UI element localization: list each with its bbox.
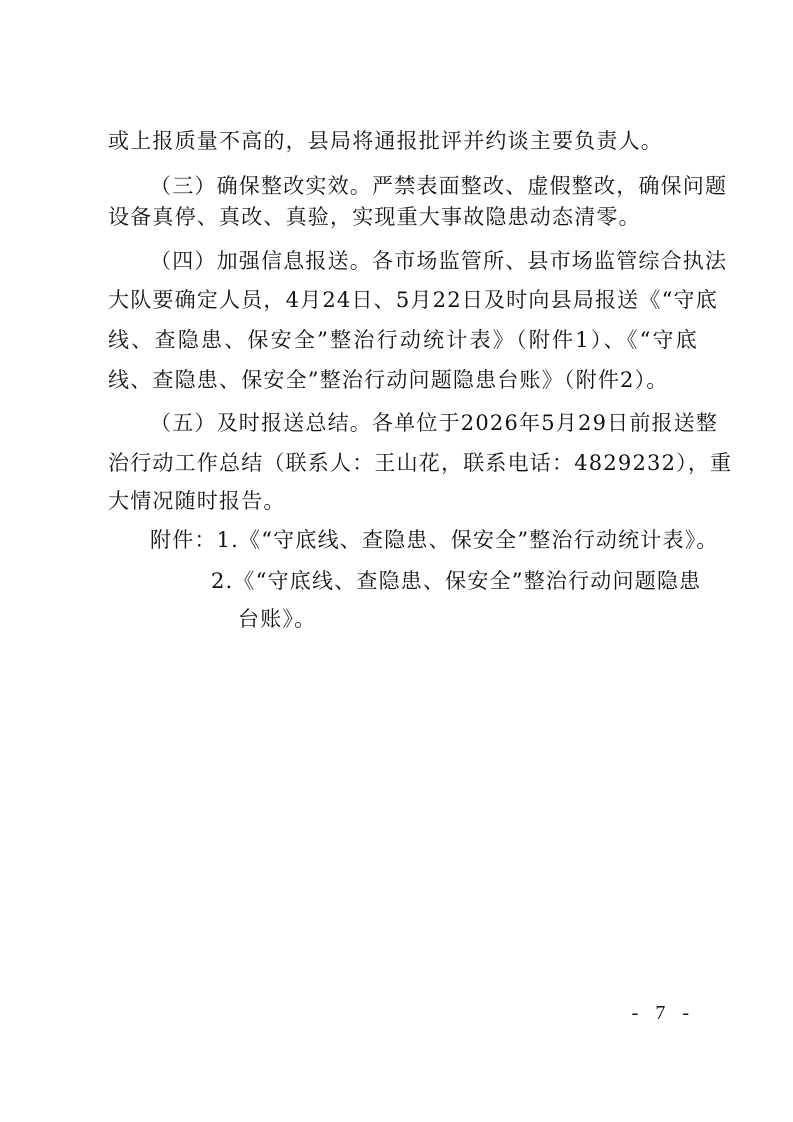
paragraph-line: 线、查隐患、保安全”整治行动问题隐患台账》（附件2）。: [108, 368, 669, 392]
attachment-item-1: 附件：1.《“守底线、查隐患、保安全”整治行动统计表》。: [150, 528, 719, 552]
paragraph-line: 治行动工作总结（联系人：王山花，联系电话：4829232），重: [108, 451, 733, 475]
paragraph-line: 或上报质量不高的，县局将通报批评并约谈主要负责人。: [108, 129, 663, 153]
section-four-heading-line: （四）加强信息报送。各市场监管所、县市场监管综合执法: [150, 249, 728, 273]
section-three-heading-line: （三）确保整改实效。严禁表面整改、虚假整改，确保问题: [150, 174, 728, 198]
paragraph-line: 设备真停、真改、真验，实现重大事故隐患动态清零。: [108, 205, 641, 229]
section-five-heading-line: （五）及时报送总结。各单位于2026年5月29日前报送整: [150, 411, 719, 435]
paragraph-line: 线、查隐患、保安全”整治行动统计表》（附件1）、《“守底: [108, 328, 698, 352]
paragraph-line: 大情况随时报告。: [108, 489, 286, 513]
attachment-item-2-continuation: 台账》。: [238, 607, 317, 631]
paragraph-line: 大队要确定人员，4月24日、5月22日及时向县局报送《“守底: [108, 288, 718, 312]
page-number: - 7 -: [631, 1002, 695, 1024]
attachment-item-2: 2.《“守底线、查隐患、保安全”整治行动问题隐患: [211, 569, 702, 593]
